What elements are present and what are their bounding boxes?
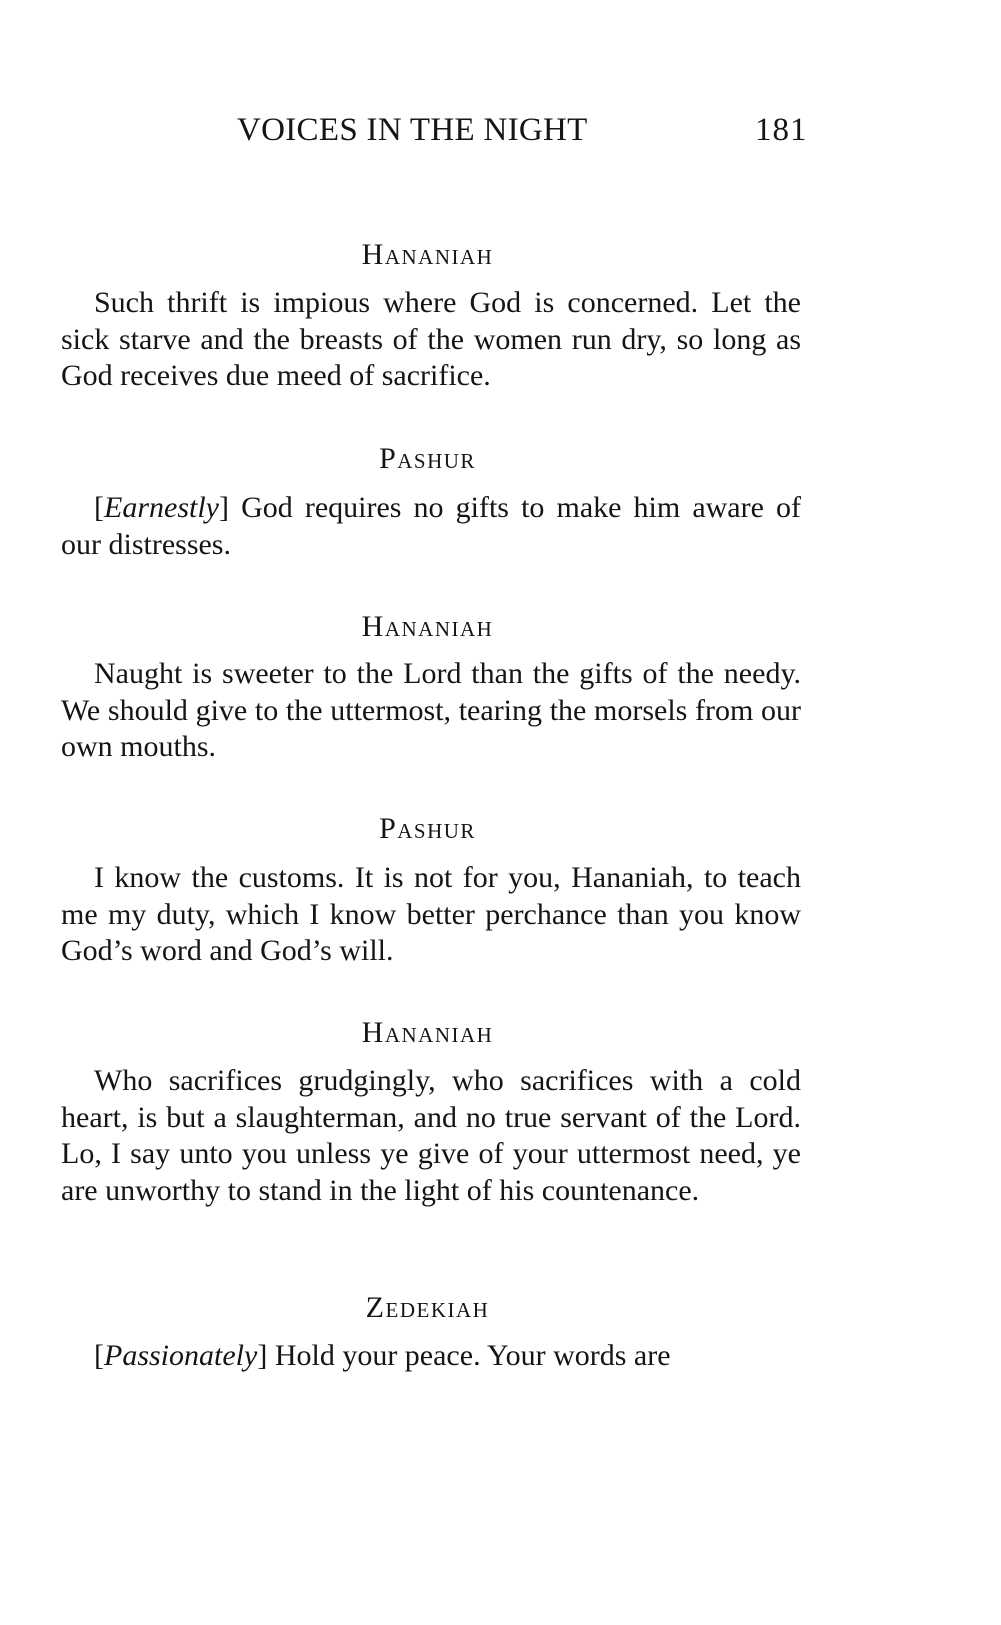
speech-text <box>61 860 801 970</box>
speaker-name: Pashur <box>379 442 476 475</box>
speaker-name: Pashur <box>379 812 476 845</box>
speaker-name: Hananiah <box>361 610 494 643</box>
speech-text <box>61 656 801 766</box>
speech-body: I know the customs. It is not for you, Hananiah, to teach me my duty, which I know better perchance than you know God’s word and God’s will. <box>61 861 801 967</box>
speech-text <box>61 285 801 395</box>
speech-text: [Passionately] Hold your peace. Your words are <box>94 1339 671 1372</box>
speech-body: Naught is sweeter to the Lord than the gifts of the needy. We should give to the uttermost, tearing the morsels from our own mouths. <box>61 657 801 763</box>
speech-text <box>61 1063 801 1209</box>
page-number: 181 <box>755 112 808 148</box>
speech-text: [Earnestly] God requires no gifts to make him aware of our distresses. <box>61 491 801 561</box>
speaker-name: Hananiah <box>361 238 494 271</box>
running-head <box>0 112 1001 162</box>
speech-body: God requires no gifts to make him aware of our distresses. <box>61 491 801 561</box>
speaker-name: Hananiah <box>361 1016 494 1049</box>
stage-direction: Earnestly <box>104 491 219 524</box>
speech-body: Who sacrifices grudgingly, who sacrifices with a cold heart, is but a slaughterman, and no true servant of the Lord. Lo, I say unto you unless ye give of your uttermost need, ye are unworthy to stand in the light of his countenance. <box>61 1064 801 1207</box>
speech-body: Hold your peace. Your words are <box>274 1339 671 1372</box>
speech-body: Such thrift is impious where God is concerned. Let the sick starve and the breasts of the women run dry, so long as God receives due meed of sacrifice. <box>61 286 801 392</box>
stage-direction: Passionately <box>104 1339 258 1372</box>
running-title: VOICES IN THE NIGHT <box>237 112 588 148</box>
speaker-name: Zedekiah <box>365 1291 490 1324</box>
